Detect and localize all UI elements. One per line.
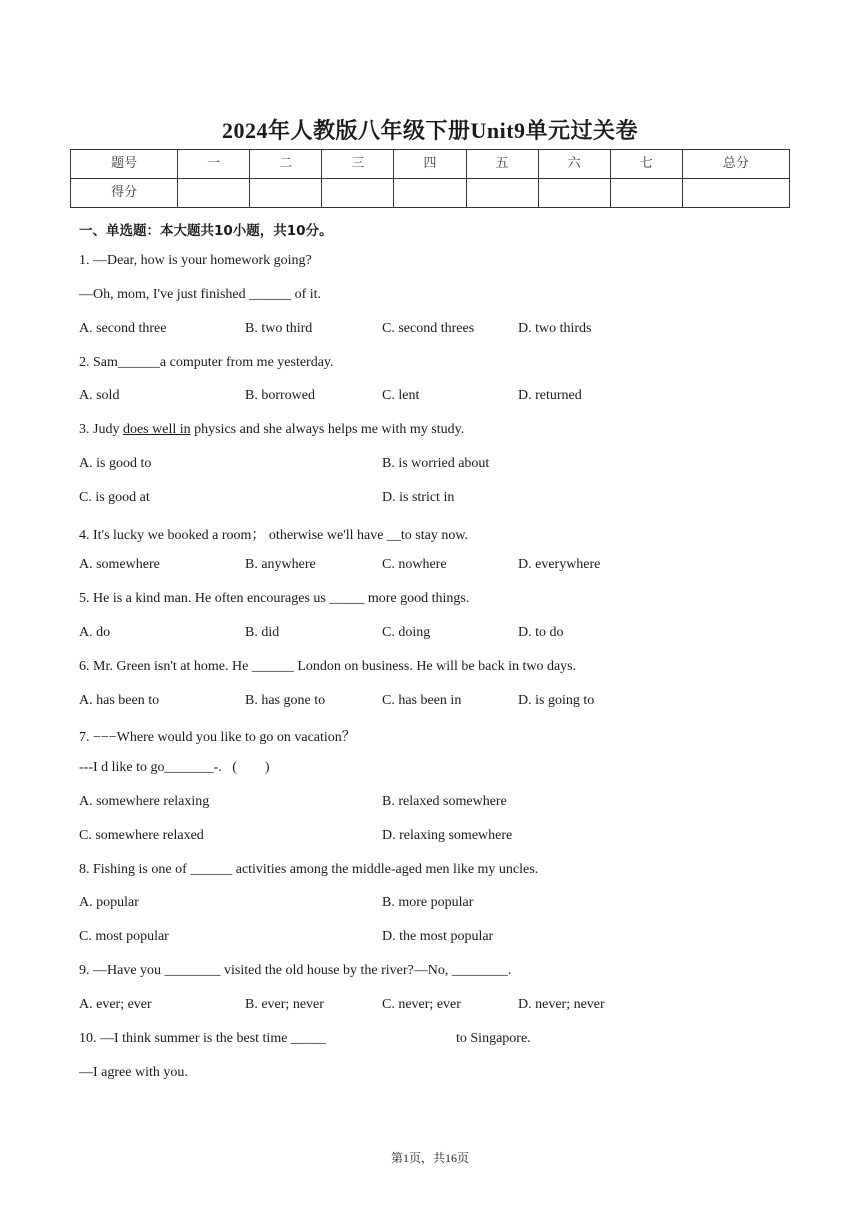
question-3-underlined-phrase: does well in xyxy=(122,422,191,437)
question-1-option-d: D. two thirds xyxy=(518,321,592,336)
question-1-option-b: B. two third xyxy=(245,321,313,336)
score-header-cell: 一 xyxy=(178,150,250,179)
page-title: 2024年人教版八年级下册Unit9单元过关卷 xyxy=(221,118,639,143)
question-10-stem-continuation: to Singapore. xyxy=(456,1031,531,1046)
question-9-option-d: D. never; never xyxy=(518,997,605,1012)
question-5-option-a: A. do xyxy=(79,625,111,640)
score-header-cell: 三 xyxy=(322,150,394,179)
question-5-option-b: B. did xyxy=(245,625,280,640)
score-header-cell: 总分 xyxy=(682,150,789,179)
question-6-option-c: C. has been in xyxy=(382,693,462,708)
score-cell xyxy=(250,179,322,208)
question-1-stem-2: —Oh, mom, I've just finished ______ of it. xyxy=(79,287,322,302)
question-7-option-b: B. relaxed somewhere xyxy=(382,794,507,809)
question-3-stem-suffix: physics and she always helps me with my study. xyxy=(190,422,465,437)
section-heading: 一、单选题：本大题共10小题，共10分。 xyxy=(79,223,333,239)
score-cell xyxy=(466,179,538,208)
score-header-cell: 题号 xyxy=(71,150,178,179)
question-5-option-d: D. to do xyxy=(518,625,564,640)
question-5-option-c: C. doing xyxy=(382,625,431,640)
question-6-option-d: D. is going to xyxy=(518,693,595,708)
question-6-stem: 6. Mr. Green isn't at home. He ______ London on business. He will be back in two days. xyxy=(79,659,577,674)
question-7-option-a: A. somewhere relaxing xyxy=(79,794,210,809)
score-header-cell: 七 xyxy=(610,150,682,179)
question-4-option-b: B. anywhere xyxy=(245,557,316,572)
question-8-option-d: D. the most popular xyxy=(382,929,494,944)
question-9-option-b: B. ever; never xyxy=(245,997,324,1012)
score-cell xyxy=(322,179,394,208)
question-1-option-a: A. second three xyxy=(79,321,167,336)
question-7-stem-2: ---I d like to go_______-. ( ) xyxy=(79,760,270,775)
question-4-option-d: D. everywhere xyxy=(518,557,601,572)
score-header-cell: 六 xyxy=(538,150,610,179)
question-9-option-c: C. never; ever xyxy=(382,997,461,1012)
question-9-stem: 9. —Have you ________ visited the old house by the river?—No, ________. xyxy=(79,963,512,978)
question-1-stem: 1. —Dear, how is your homework going? xyxy=(79,253,312,268)
score-table-header-row xyxy=(71,150,790,179)
question-3-stem-prefix: 3. Judy xyxy=(79,422,123,437)
score-header-cell: 四 xyxy=(394,150,466,179)
question-10-stem: 10. —I think summer is the best time _____ xyxy=(79,1031,326,1046)
question-3-stem xyxy=(79,422,464,438)
question-3-option-b: B. is worried about xyxy=(382,456,490,471)
question-9-option-a: A. ever; ever xyxy=(79,997,152,1012)
page-footer: 第1页，共16页 xyxy=(390,1151,469,1165)
question-2-option-d: D. returned xyxy=(518,388,582,403)
question-4-option-a: A. somewhere xyxy=(79,557,160,572)
question-2-option-b: B. borrowed xyxy=(245,388,315,403)
question-6-option-a: A. has been to xyxy=(79,693,160,708)
question-5-stem: 5. He is a kind man. He often encourages us _____ more good things. xyxy=(79,591,470,606)
score-table xyxy=(70,149,790,208)
question-4-option-c: C. nowhere xyxy=(382,557,447,572)
question-8-option-c: C. most popular xyxy=(79,929,169,944)
score-cell xyxy=(538,179,610,208)
question-3-option-d: D. is strict in xyxy=(382,490,455,505)
score-header-cell: 五 xyxy=(466,150,538,179)
score-cell xyxy=(394,179,466,208)
question-8-stem: 8. Fishing is one of ______ activities among the middle-aged men like my uncles. xyxy=(79,862,539,877)
score-cell xyxy=(610,179,682,208)
question-7-option-d: D. relaxing somewhere xyxy=(382,828,513,843)
score-header-cell: 二 xyxy=(250,150,322,179)
score-cell xyxy=(178,179,250,208)
question-3-option-c: C. is good at xyxy=(79,490,150,505)
question-3-option-a: A. is good to xyxy=(79,456,152,471)
question-6-option-b: B. has gone to xyxy=(245,693,326,708)
question-10-stem-2: —I agree with you. xyxy=(79,1065,188,1080)
question-2-option-a: A. sold xyxy=(79,388,120,403)
question-2-stem: 2. Sam______a computer from me yesterday. xyxy=(79,355,334,370)
question-8-option-b: B. more popular xyxy=(382,895,474,910)
score-table-score-row xyxy=(71,179,790,208)
question-2-option-c: C. lent xyxy=(382,388,420,403)
question-8-option-a: A. popular xyxy=(79,895,139,910)
question-4-stem: 4. It's lucky we booked a room； otherwise we'll have __to stay now. xyxy=(79,528,469,543)
score-cell xyxy=(682,179,789,208)
score-row-label: 得分 xyxy=(71,179,178,208)
question-7-stem: 7. −−−Where would you like to go on vacation？ xyxy=(79,730,356,745)
question-1-option-c: C. second threes xyxy=(382,321,475,336)
question-7-option-c: C. somewhere relaxed xyxy=(79,828,204,843)
